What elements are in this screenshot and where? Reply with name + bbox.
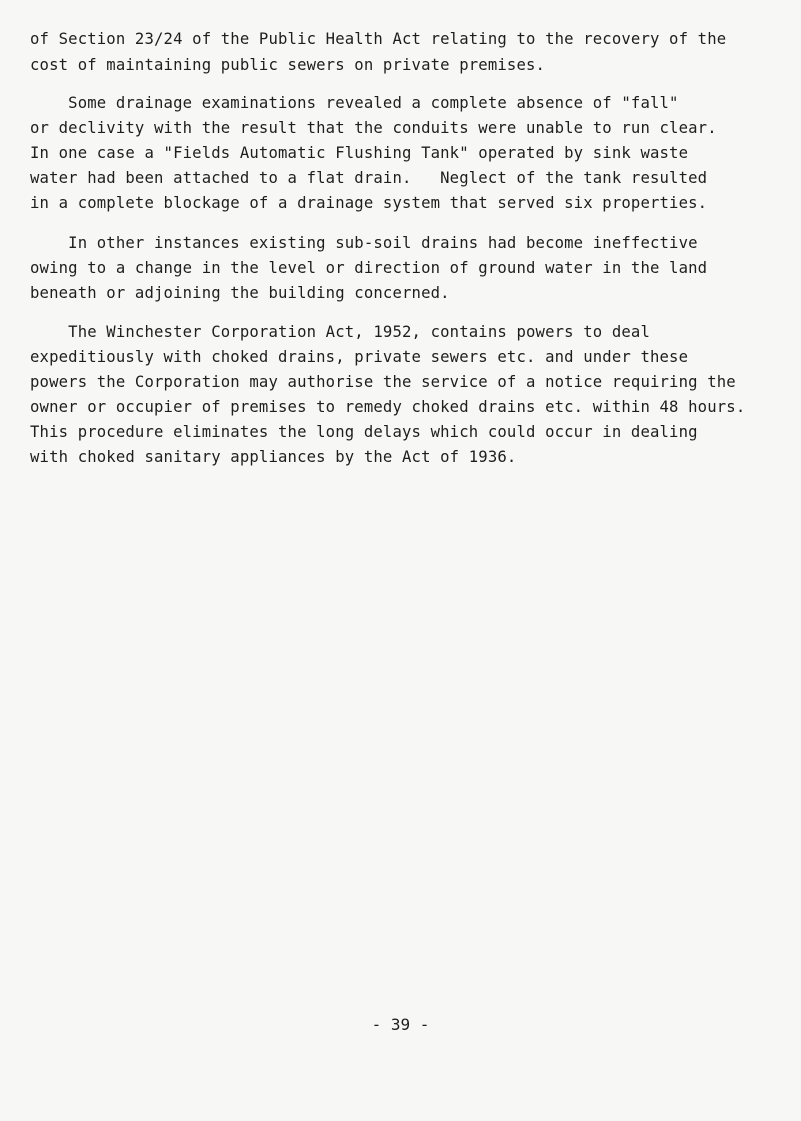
paragraph-3-line-3: beneath or adjoining the building concerned. — [30, 284, 450, 302]
paragraph-4-line-4: owner or occupier of premises to remedy choked drains etc. within 48 hours. — [30, 398, 746, 416]
paragraph-1-line-2: cost of maintaining public sewers on private premises. — [30, 56, 546, 74]
paragraph-4-line-5: This procedure eliminates the long delays which could occur in dealing — [30, 423, 698, 441]
paragraph-2-line-3: In one case a "Fields Automatic Flushing Tank" operated by sink waste — [30, 144, 689, 162]
paragraph-4-line-2: expeditiously with choked drains, private sewers etc. and under these — [30, 348, 689, 366]
page-number: - 39 - — [371, 1015, 430, 1034]
paragraph-2-line-1: Some drainage examinations revealed a complete absence of "fall" — [30, 94, 679, 112]
paragraph-4-line-1: The Winchester Corporation Act, 1952, contains powers to deal — [30, 323, 650, 341]
paragraph-2-line-5: in a complete blockage of a drainage system that served six properties. — [30, 194, 708, 212]
paragraph-4-line-3: powers the Corporation may authorise the service of a notice requiring the — [30, 373, 736, 391]
paragraph-2-line-4: water had been attached to a flat drain. Neglect of the tank resulted — [30, 169, 708, 187]
paragraph-4-line-6: with choked sanitary appliances by the Act of 1936. — [30, 448, 517, 466]
paragraph-3-line-2: owing to a change in the level or direction of ground water in the land — [30, 259, 708, 277]
paragraph-1-line-1: of Section 23/24 of the Public Health Act relating to the recovery of the — [30, 30, 727, 48]
paragraph-2-line-2: or declivity with the result that the conduits were unable to run clear. — [30, 119, 717, 137]
paragraph-3-line-1: In other instances existing sub-soil drains had become ineffective — [30, 234, 698, 252]
